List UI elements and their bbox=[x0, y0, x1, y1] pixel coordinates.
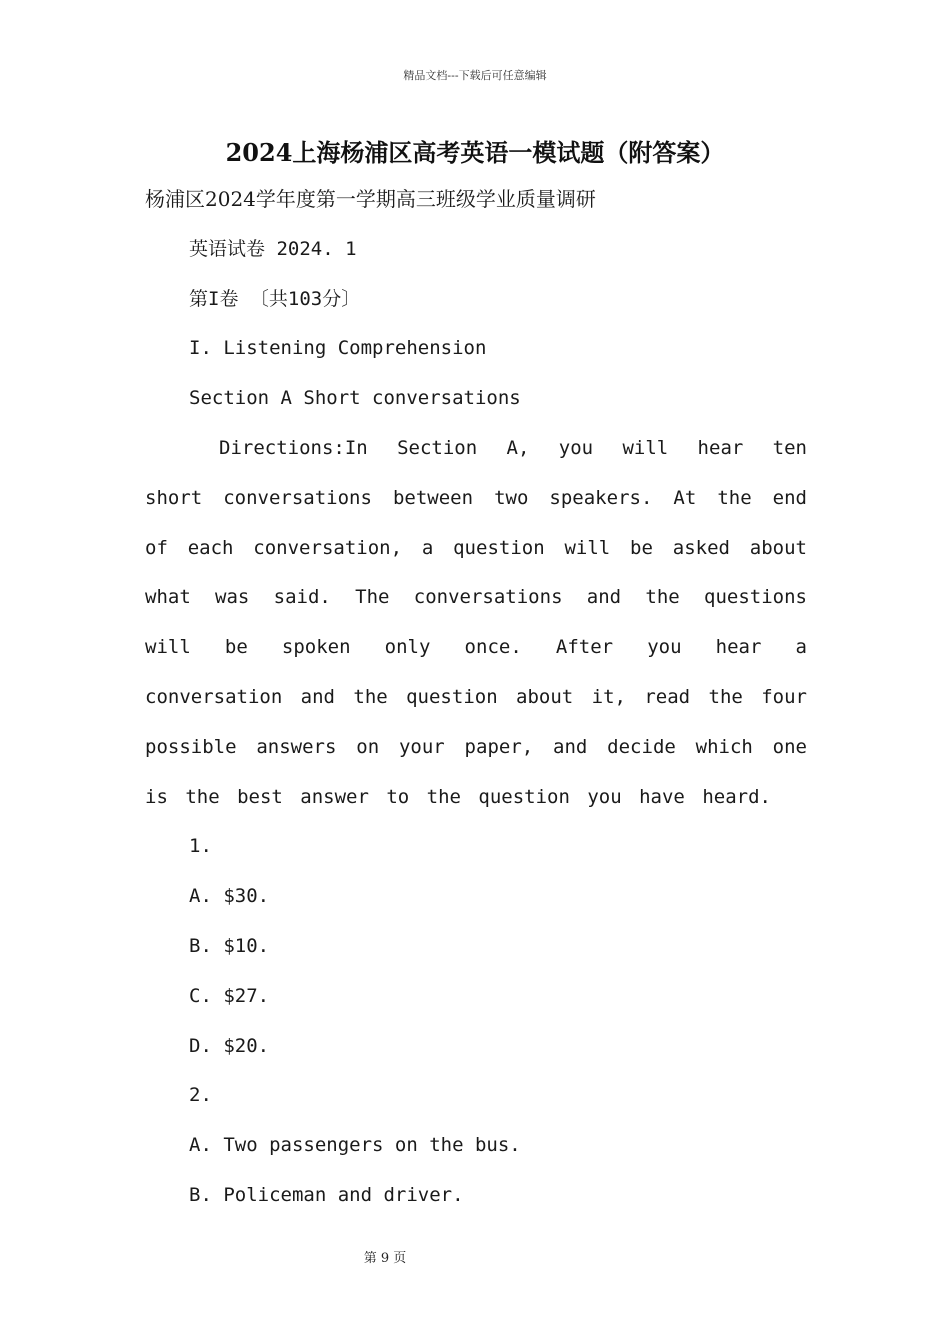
exam-name: 英语试卷 2024. 1 bbox=[189, 237, 357, 260]
question-number: 1. bbox=[189, 835, 212, 858]
answer-option: A. Two passengers on the bus. bbox=[189, 1134, 521, 1157]
question-number: 2. bbox=[189, 1084, 212, 1107]
answer-option: D. $20. bbox=[189, 1034, 270, 1057]
answer-option: B. Policeman and driver. bbox=[189, 1183, 464, 1206]
page-header: 精品文档---下载后可任意编辑 bbox=[403, 69, 547, 82]
directions-paragraph: Directions:In Section A, you will hear ten short conversations between two speakers. At the end of each conversation, a question will be asked about what was said. The conversations and the questions will be spoken only once. After you hear a conversation and the question about it, read the four possible answers on your paper, and decide which one is the best answer to the question you have heard. bbox=[145, 436, 807, 808]
answer-option: C. $27. bbox=[189, 984, 270, 1007]
section-heading: Section A Short conversations bbox=[189, 387, 521, 410]
answer-option: B. $10. bbox=[189, 934, 270, 957]
document-title: 2024上海杨浦区高考英语一模试题（附答案） bbox=[225, 138, 725, 167]
document-subtitle: 杨浦区2024学年度第一学期高三班级学业质量调研 bbox=[145, 187, 596, 211]
answer-option: A. $30. bbox=[189, 885, 270, 908]
document-body bbox=[145, 175, 807, 1221]
part-heading: I. Listening Comprehension bbox=[189, 337, 487, 360]
volume-heading: 第I卷 〔共103分〕 bbox=[189, 287, 361, 310]
page-number: 第 9 页 bbox=[363, 1251, 407, 1266]
